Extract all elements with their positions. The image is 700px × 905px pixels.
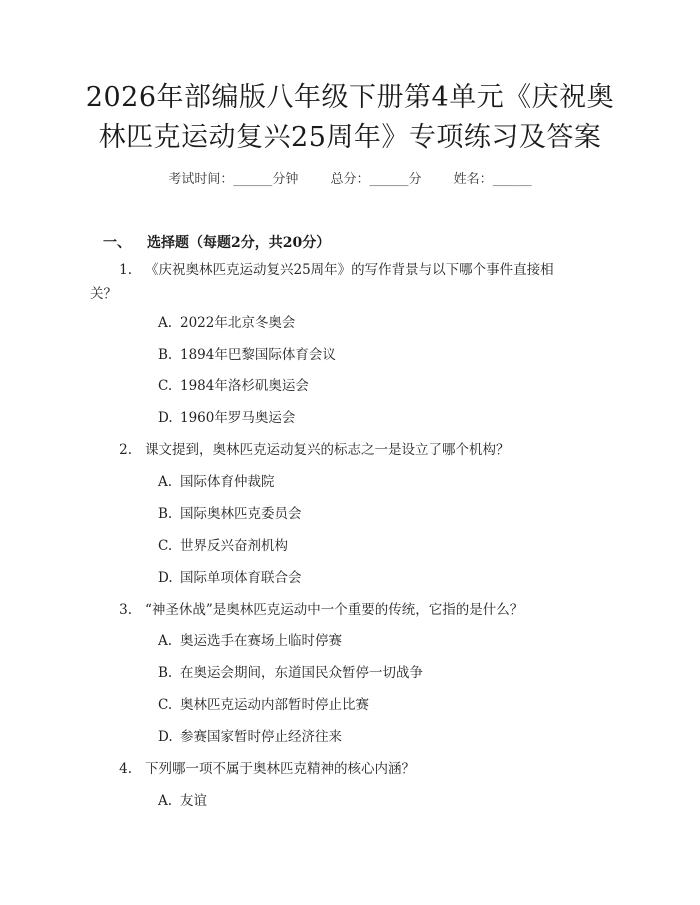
option-label: C.	[158, 538, 173, 554]
option-label: B.	[158, 506, 173, 522]
question-3	[90, 598, 610, 622]
option-label: B.	[158, 665, 173, 681]
question-number: 1.	[119, 262, 132, 278]
option-3b	[158, 663, 423, 683]
option-4a	[158, 791, 207, 811]
question-4	[90, 757, 610, 781]
title-line-1: 2026年部编版八年级下册第4单元《庆祝奥	[85, 82, 615, 113]
question-text: 下列哪一项不属于奥林匹克精神的核心内涵？	[145, 761, 415, 777]
section-title: 选择题（每题2分，共20分）	[147, 235, 331, 251]
question-text: “神圣休战”是奥林匹克运动中一个重要的传统，它指的是什么？	[145, 602, 524, 618]
student-name-field: 姓名：______	[453, 172, 532, 187]
option-3a	[158, 631, 342, 651]
option-3d	[158, 727, 342, 747]
question-number: 2.	[119, 442, 132, 458]
option-text: 2022年北京冬奥会	[180, 315, 296, 331]
option-text: 世界反兴奋剂机构	[180, 538, 288, 554]
option-label: C.	[158, 697, 173, 713]
option-text: 1960年罗马奥运会	[180, 410, 296, 426]
question-number: 4.	[119, 761, 132, 777]
exam-meta	[0, 168, 700, 187]
question-text-continued: 关？	[90, 286, 117, 302]
option-2d	[158, 568, 302, 588]
exam-time-field: 考试时间：______分钟	[168, 172, 299, 187]
option-label: A.	[158, 633, 173, 649]
option-text: 国际单项体育联合会	[180, 570, 302, 586]
option-2a	[158, 472, 275, 492]
option-text: 1894年巴黎国际体育会议	[180, 347, 336, 363]
question-number: 3.	[119, 602, 132, 618]
option-label: B.	[158, 347, 173, 363]
option-label: D.	[158, 410, 173, 426]
option-1d	[158, 408, 295, 428]
title-line-2: 林匹克运动复兴25周年》专项练习及答案	[98, 122, 602, 153]
question-2	[90, 438, 610, 462]
option-3c	[158, 695, 369, 715]
option-1a	[158, 313, 295, 333]
option-text: 参赛国家暂时停止经济往来	[180, 729, 342, 745]
option-label: D.	[158, 570, 173, 586]
total-score-field: 总分：______分	[330, 172, 422, 187]
question-text: 课文提到，奥林匹克运动复兴的标志之一是设立了哪个机构？	[145, 442, 510, 458]
option-2b	[158, 504, 302, 524]
option-text: 国际体育仲裁院	[180, 474, 275, 490]
option-label: A.	[158, 315, 173, 331]
option-text: 1984年洛杉矶奥运会	[180, 378, 309, 394]
option-2c	[158, 536, 288, 556]
document-title	[60, 78, 640, 158]
option-label: C.	[158, 378, 173, 394]
section-heading	[103, 232, 330, 252]
question-text: 《庆祝奥林匹克运动复兴25周年》的写作背景与以下哪个事件直接相	[145, 262, 554, 278]
option-text: 奥运选手在赛场上临时停赛	[180, 633, 342, 649]
option-1c	[158, 376, 309, 396]
option-label: D.	[158, 729, 173, 745]
option-text: 在奥运会期间，东道国民众暂停一切战争	[180, 665, 423, 681]
option-text: 国际奥林匹克委员会	[180, 506, 302, 522]
section-number: 一、	[103, 235, 131, 251]
option-1b	[158, 345, 336, 365]
question-1	[90, 258, 610, 306]
option-label: A.	[158, 474, 173, 490]
option-text: 奥林匹克运动内部暂时停止比赛	[180, 697, 369, 713]
option-text: 友谊	[180, 793, 207, 809]
option-label: A.	[158, 793, 173, 809]
